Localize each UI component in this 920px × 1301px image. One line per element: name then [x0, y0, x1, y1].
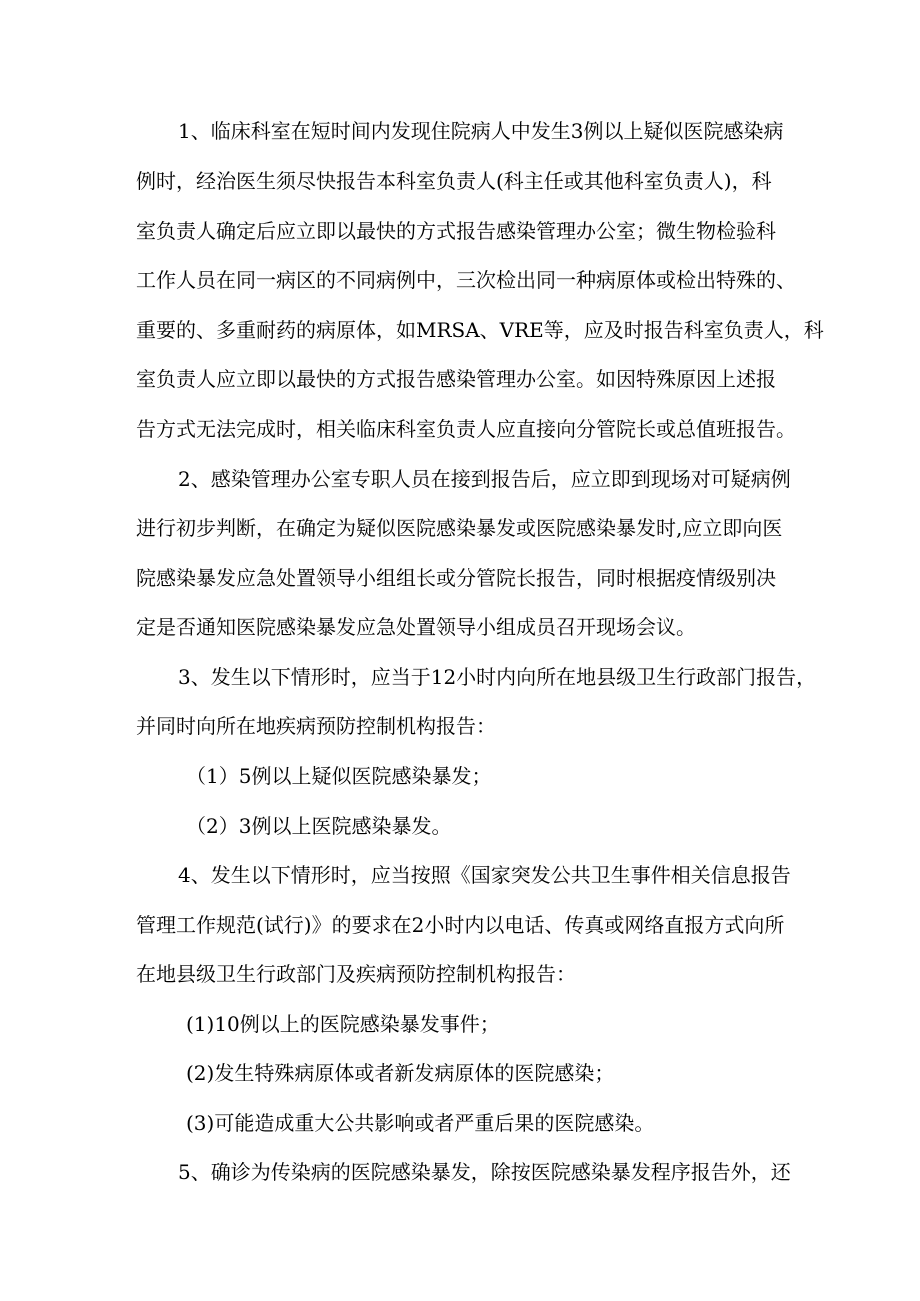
paragraph-4-line-3: 在地县级卫生行政部门及疾病预防控制机构报告： — [136, 962, 576, 986]
paragraph-1-line-1: 1、临床科室在短时间内发现住院病人中发生3例以上疑似医院感染病 — [178, 119, 784, 143]
paragraph-1-line-2: 例时，经治医生须尽快报告本科室负责人(科主任或其他科室负责人)，科 — [136, 169, 772, 193]
paragraph-2-line-1: 2、感染管理办公室专职人员在接到报告后，应立即到现场对可疑病例 — [178, 467, 791, 491]
paragraph-1-line-7: 告方式无法完成时，相关临床科室负责人应直接向分管院长或总值班报告。 — [136, 417, 796, 441]
paragraph-2-line-2: 进行初步判断，在确定为疑似医院感染暴发或医院感染暴发时,应立即向医 — [136, 516, 783, 540]
paragraph-3-item-2: （2）3例以上医院感染暴发。 — [186, 814, 452, 838]
paragraph-4-item-3: (3)可能造成重大公共影响或者严重后果的医院感染。 — [186, 1111, 655, 1135]
paragraph-3-item-1: （1）5例以上疑似医院感染暴发； — [186, 764, 492, 788]
paragraph-4-item-1: (1)10例以上的医院感染暴发事件； — [186, 1012, 500, 1036]
paragraph-1-line-6: 室负责人应立即以最快的方式报告感染管理办公室。如因特殊原因上述报 — [136, 367, 776, 391]
paragraph-4-item-2: (2)发生特殊病原体或者新发病原体的医院感染； — [186, 1061, 615, 1085]
paragraph-3-line-1: 3、发生以下情形时，应当于12小时内向所在地县级卫生行政部门报告， — [178, 665, 817, 689]
paragraph-2-line-4: 定是否通知医院感染暴发应急处置领导小组成员召开现场会议。 — [136, 615, 696, 639]
paragraph-2-line-3: 院感染暴发应急处置领导小组组长或分管院长报告，同时根据疫情级别决 — [136, 566, 776, 590]
paragraph-1-line-3: 室负责人确定后应立即以最快的方式报告感染管理办公室；微生物检验科 — [136, 219, 776, 243]
paragraph-1-line-5: 重要的、多重耐药的病原体，如MRSA、VRE等，应及时报告科室负责人，科 — [136, 318, 824, 342]
paragraph-3-line-2: 并同时向所在地疾病预防控制机构报告： — [136, 714, 496, 738]
paragraph-1-line-4: 工作人员在同一病区的不同病例中，三次检出同一种病原体或检出特殊的、 — [136, 268, 796, 292]
paragraph-4-line-1: 4、发生以下情形时，应当按照《国家突发公共卫生事件相关信息报告 — [178, 863, 791, 887]
paragraph-4-line-2: 管理工作规范(试行)》的要求在2小时内以电话、传真或网络直报方式向所 — [136, 913, 785, 937]
paragraph-5-line-1: 5、确诊为传染病的医院感染暴发，除按医院感染暴发程序报告外，还 — [178, 1160, 791, 1184]
